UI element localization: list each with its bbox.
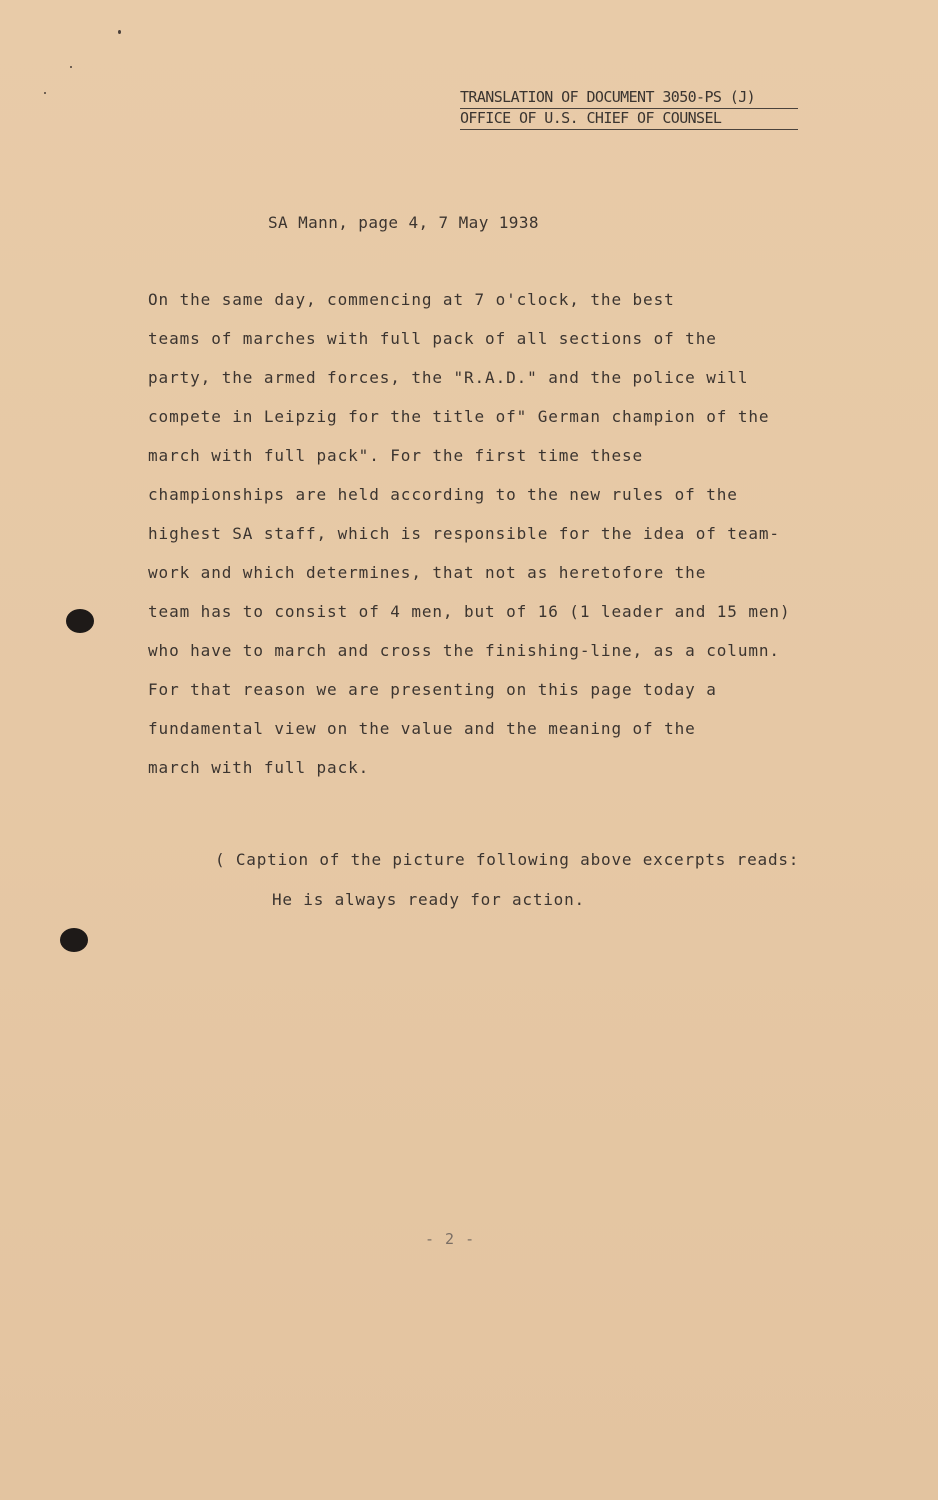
body-line: teams of marches with full pack of all sections of the	[148, 329, 717, 348]
body-line: On the same day, commencing at 7 o'clock, the best	[148, 290, 675, 309]
header-translation-line: TRANSLATION OF DOCUMENT 3050-PS (J)	[460, 88, 798, 109]
body-line: team has to consist of 4 men, but of 16 (1 leader and 15 men)	[148, 602, 791, 621]
body-line: work and which determines, that not as heretofore the	[148, 563, 707, 582]
body-line: who have to march and cross the finishing-line, as a column.	[148, 641, 780, 660]
header-office-line: OFFICE OF U.S. CHIEF OF COUNSEL	[460, 109, 798, 130]
body-line: compete in Leipzig for the title of" German champion of the	[148, 407, 770, 426]
body-line: march with full pack.	[148, 758, 370, 777]
body-line: fundamental view on the value and the meaning of the	[148, 719, 696, 738]
punch-hole	[66, 609, 94, 633]
body-line: For that reason we are presenting on this page today a	[148, 680, 717, 699]
body-line: highest SA staff, which is responsible for the idea of team-	[148, 524, 780, 543]
ink-speck	[44, 92, 46, 94]
body-line: championships are held according to the new rules of the	[148, 485, 738, 504]
picture-caption-text: He is always ready for action.	[272, 890, 585, 909]
ink-speck	[118, 30, 121, 34]
document-header	[460, 88, 798, 130]
source-citation: SA Mann, page 4, 7 May 1938	[268, 213, 539, 232]
ink-speck	[70, 66, 72, 68]
body-line: march with full pack". For the first time these	[148, 446, 644, 465]
picture-caption-intro: ( Caption of the picture following above excerpts reads:	[215, 850, 800, 869]
body-line: party, the armed forces, the "R.A.D." and the police will	[148, 368, 749, 387]
body-paragraph	[148, 286, 848, 793]
punch-hole	[60, 928, 88, 952]
page-number: - 2 -	[425, 1230, 476, 1248]
